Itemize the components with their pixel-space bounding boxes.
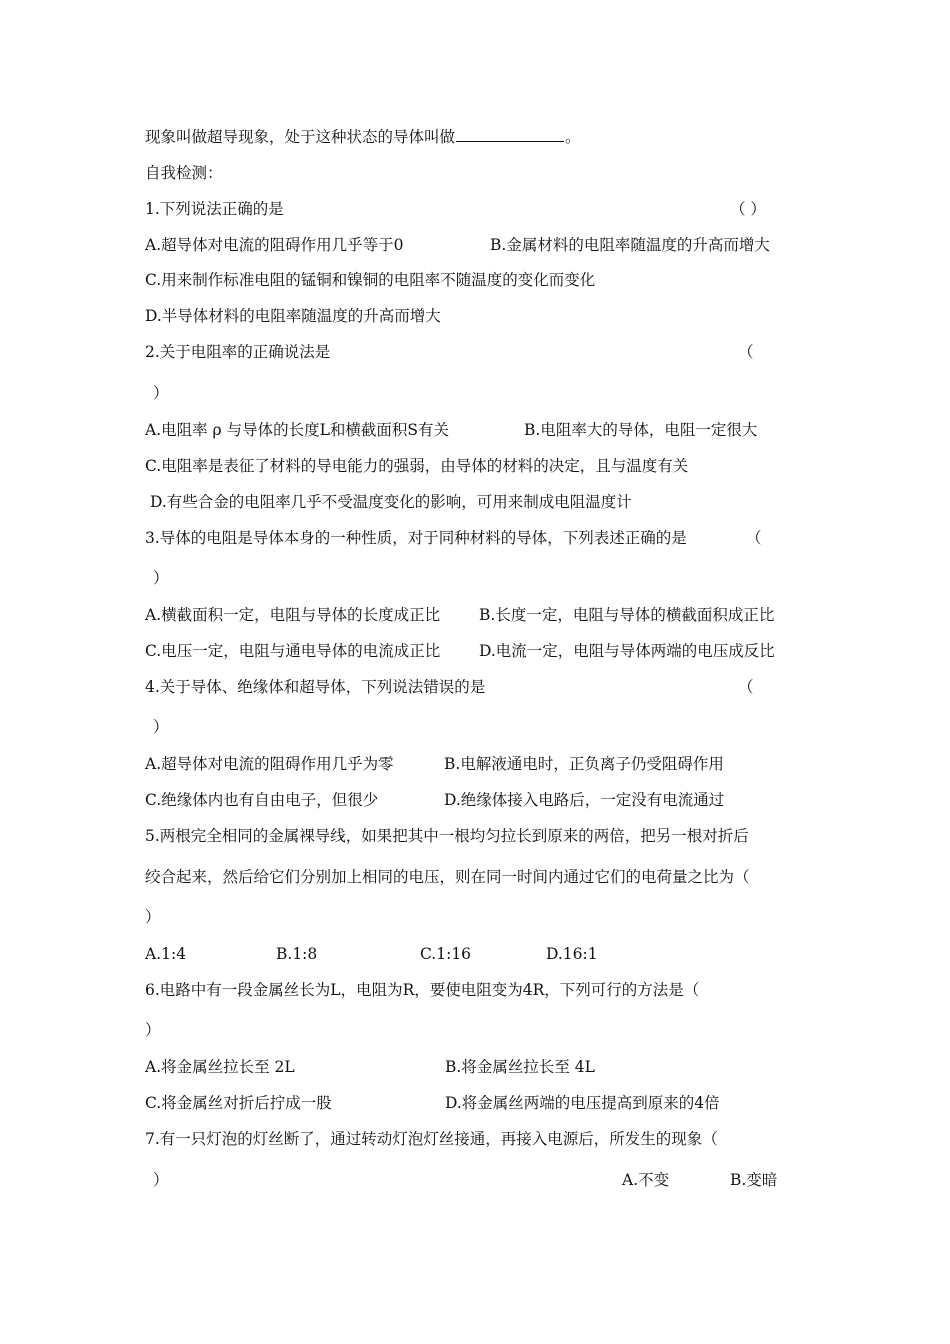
- q1-option-d: D.半导体材料的电阻率随温度的升高而增大: [145, 307, 441, 325]
- q2-bracket-close: ）: [153, 384, 169, 402]
- q5-stem-line1: 5.两根完全相同的金属裸导线，如果把其中一根均匀拉长到原来的两倍，把另一根对折后: [145, 827, 749, 845]
- q4-option-c: C.绝缘体内也有自由电子，但很少: [145, 791, 379, 809]
- q3-option-b: B.长度一定，电阻与导体的横截面积成正比: [479, 606, 775, 624]
- q1-option-b: B.金属材料的电阻率随温度的升高而增大: [490, 236, 770, 254]
- section-title: 自我检测：: [145, 164, 223, 182]
- q1-stem: 1.下列说法正确的是: [145, 200, 284, 218]
- q4-option-d: D.绝缘体接入电路后，一定没有电流通过: [444, 791, 725, 809]
- q5-option-c: C.1:16: [420, 945, 472, 963]
- q2-option-b: B.电阻率大的导体，电阻一定很大: [524, 421, 758, 439]
- q5-bracket-close: ）: [145, 908, 161, 926]
- q2-option-c: C.电阻率是表征了材料的导电能力的强弱，由导体的材料的决定，且与温度有关: [145, 457, 689, 475]
- q7-option-b: B.变暗: [730, 1171, 778, 1189]
- q1-bracket: （ ）: [730, 200, 766, 218]
- q5-stem-line2: 绞合起来，然后给它们分别加上相同的电压，则在同一时间内通过它们的电荷量之比为（: [145, 868, 750, 886]
- q4-option-b: B.电解液通电时，正负离子仍受阻碍作用: [444, 755, 724, 773]
- q3-bracket-open: （: [746, 529, 762, 547]
- q6-bracket-close: ）: [145, 1021, 161, 1039]
- q2-option-d: D.有些合金的电阻率几乎不受温度变化的影响，可用来制成电阻温度计: [150, 493, 632, 511]
- q6-option-c: C.将金属丝对折后拧成一股: [145, 1094, 332, 1112]
- q5-option-b: B.1:8: [276, 945, 318, 963]
- q1-option-a: A.超导体对电流的阻碍作用几乎等于0: [145, 236, 404, 254]
- intro-text: 现象叫做超导现象，处于这种状态的导体叫做: [145, 128, 456, 146]
- q4-bracket-close: ）: [153, 718, 169, 736]
- q2-stem: 2.关于电阻率的正确说法是: [145, 343, 331, 361]
- q7-option-a: A.不变: [622, 1171, 670, 1189]
- q3-option-d: D.电流一定，电阻与导体两端的电压成反比: [479, 642, 775, 660]
- q6-option-b: B.将金属丝拉长至 4L: [445, 1058, 595, 1076]
- q4-option-a: A.超导体对电流的阻碍作用几乎为零: [145, 755, 394, 773]
- q7-bracket-close: ）: [153, 1171, 169, 1189]
- q3-option-c: C.电压一定，电阻与通电导体的电流成正比: [145, 642, 441, 660]
- q6-stem: 6.电路中有一段金属丝长为L，电阻为R，要使电阻变为4R，下列可行的方法是（: [145, 981, 700, 999]
- q5-option-d: D.16:1: [546, 945, 598, 963]
- q7-stem: 7.有一只灯泡的灯丝断了，通过转动灯泡灯丝接通，再接入电源后，所发生的现象（: [145, 1130, 718, 1148]
- q5-option-a: A.1:4: [145, 945, 187, 963]
- q3-bracket-close: ）: [153, 569, 169, 587]
- q3-stem: 3.导体的电阻是导体本身的一种性质，对于同种材料的导体，下列表述正确的是: [145, 529, 687, 547]
- q2-bracket-open: （: [738, 343, 754, 361]
- q2-option-a: A.电阻率 ρ 与导体的长度L和横截面积S有关: [145, 421, 449, 439]
- q1-option-c: C.用来制作标准电阻的锰铜和镍铜的电阻率不随温度的变化而变化: [145, 271, 596, 289]
- q4-stem: 4.关于导体、绝缘体和超导体，下列说法错误的是: [145, 678, 486, 696]
- q6-option-a: A.将金属丝拉长至 2L: [145, 1058, 295, 1076]
- q6-option-d: D.将金属丝两端的电压提高到原来的4倍: [445, 1094, 720, 1112]
- intro-end: 。: [565, 128, 581, 146]
- q3-option-a: A.横截面积一定，电阻与导体的长度成正比: [145, 606, 441, 624]
- answer-blank: [456, 127, 564, 142]
- q4-bracket-open: （: [738, 678, 754, 696]
- intro-line: [145, 127, 581, 147]
